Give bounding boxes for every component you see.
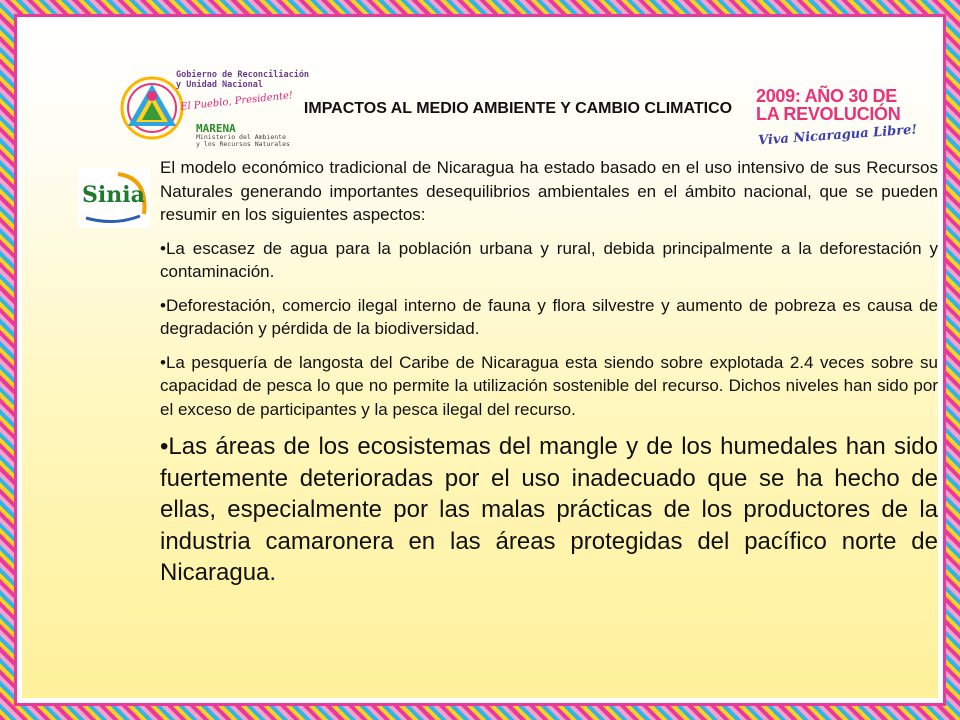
intro-paragraph: El modelo económico tradicional de Nicaragua ha estado basado en el uso intensivo de sus Recursos Naturales generando importantes desequilibrios ambientales en el ámbito nacional, que se pueden resumir en los siguientes aspectos: <box>160 158 938 224</box>
ministry-subtitle: Ministerio del Ambiente y los Recursos Naturales <box>196 133 290 148</box>
bullet-item: •La escasez de agua para la población urbana y rural, debida principalmente a la deforestación y contaminación. <box>160 238 938 281</box>
anniversary-slogan: Viva Nicaragua Libre! <box>757 122 918 149</box>
bullet-item: •Deforestación, comercio ilegal interno de fauna y flora silvestre y aumento de pobreza es causa de degradación y pérdida de la biodiversidad. <box>160 295 938 338</box>
anniversary-line-2: LA REVOLUCIÓN <box>756 104 901 124</box>
bullet-item: •Las áreas de los ecosistemas del mangle y de los humedales han sido fuertemente deterioradas por el uso inadecuado que se ha hecho de ellas, especialmente por las malas prácticas de los productores de la industria camaronera en las áreas protegidas del pacífico norte de Nicaragua. <box>160 433 938 586</box>
sinia-logo <box>78 168 150 228</box>
ministry-name: MARENA <box>196 122 236 135</box>
anniversary-logo <box>752 84 922 156</box>
government-logo <box>104 60 312 154</box>
bullet-item: •La pesquería de langosta del Caribe de Nicaragua esta siendo sobre explotada 2.4 veces sobre su capacidad de pesca lo que no permite la utilización sostenible del recurso. Dichos niveles han sido por el exceso de participantes y la pesca ilegal del recurso. <box>160 352 938 419</box>
anniversary-line-1: 2009: AÑO 30 DE <box>756 86 897 106</box>
content-body <box>160 156 938 599</box>
page-title: IMPACTOS AL MEDIO AMBIENTE Y CAMBIO CLIMATICO <box>303 100 733 117</box>
slide <box>22 22 938 698</box>
government-motto: El Pueblo, Presidente! <box>179 90 294 113</box>
sinia-wordmark: Sinia <box>82 182 145 208</box>
government-name: Gobierno de Reconciliación y Unidad Nacional <box>176 70 310 90</box>
